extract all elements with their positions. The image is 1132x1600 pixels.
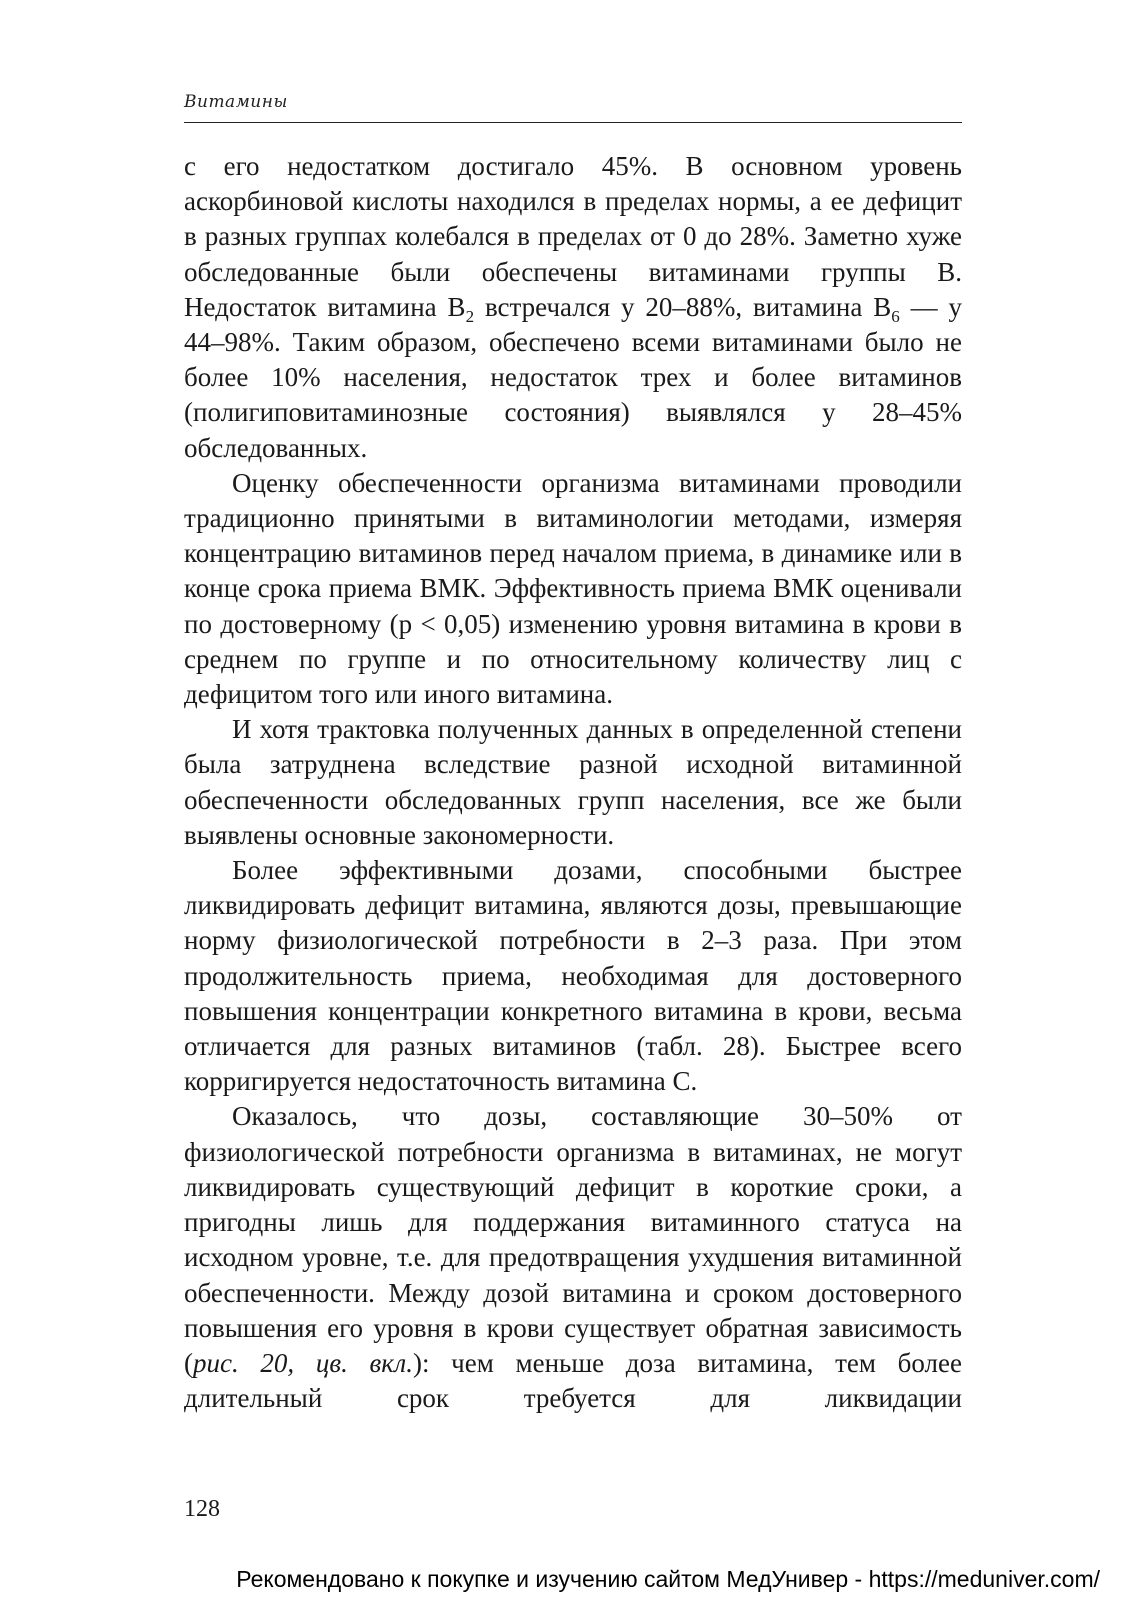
figure-reference: рис. 20, цв. вкл. xyxy=(193,1347,413,1378)
paragraph-1 xyxy=(184,149,962,466)
paragraph-5 xyxy=(184,1099,962,1416)
paragraph-1-text-b: встречался у 20–88%, витамина В xyxy=(474,291,892,322)
paragraph-5-text-b: ): чем меньше доза витамина, тем более длительный срок требуется для ликвидации xyxy=(184,1347,963,1414)
watermark-note: Рекомендовано к покупке и изучению сайтом МедУнивер - https://meduniver.com/ xyxy=(236,1566,1100,1592)
subscript-2: 2 xyxy=(465,306,475,326)
running-head: Витамины xyxy=(184,92,288,112)
paragraph-2: Оценку обеспеченности организма витаминами проводили традиционно принятыми в витаминологии методами, измеряя концентрацию витаминов перед началом приема, в динамике или в конце срока приема ВМК. Эффективность приема ВМК оценивали по достоверному (р < 0,05) изменению уровня витамина в крови в среднем по группе и по относительному количеству лиц с дефицитом того или иного витамина. xyxy=(184,467,962,710)
subscript-6: 6 xyxy=(891,306,900,326)
header-rule xyxy=(184,122,962,123)
paragraph-1-text-a: с его недостатком достигало 45%. В основном уровень аскорбиновой кислоты находился в пределах нормы, а ее дефицит в разных группах колебался в пределах от 0 до 28%. Заметно хуже обследованные были обеспечены витаминами группы В. Недостаток витамина В xyxy=(184,151,962,322)
paragraph-1-text-c: — у 44–98%. Таким образом, обеспечено всеми витаминами было не более 10% населения, недостаток трех и более витаминов (полигиповитаминозные состояния) выявлялся у 28–45% обследованных. xyxy=(184,291,962,463)
paragraph-3: И хотя трактовка полученных данных в определенной степени была затруднена вследствие разной исходной витаминной обеспеченности обследованных групп населения, все же были выявлены основные закономерности. xyxy=(184,714,962,850)
paragraph-5-text-a: Оказалось, что дозы, составляющие 30–50% от физиологической потребности организма в витаминах, не могут ликвидировать существующий дефицит в короткие сроки, а пригодны лишь для поддержания витаминного статуса на исходном уровне, т.е. для предотвращения ухудшения витаминной обеспеченности. Между дозой витамина и сроком достоверного повышения его уровня в крови существует обратная зависимость ( xyxy=(184,1101,962,1378)
body-text xyxy=(184,149,962,1416)
paragraph-4: Более эффективными дозами, способными быстрее ликвидировать дефицит витамина, являются дозы, превышающие норму физиологической потребности в 2–3 раза. При этом продолжительность приема, необходимая для достоверного повышения концентрации конкретного витамина в крови, весьма отличается для разных витаминов (табл. 28). Быстрее всего корригируется недостаточность витамина С. xyxy=(184,855,962,1097)
page-number: 128 xyxy=(184,1496,220,1522)
